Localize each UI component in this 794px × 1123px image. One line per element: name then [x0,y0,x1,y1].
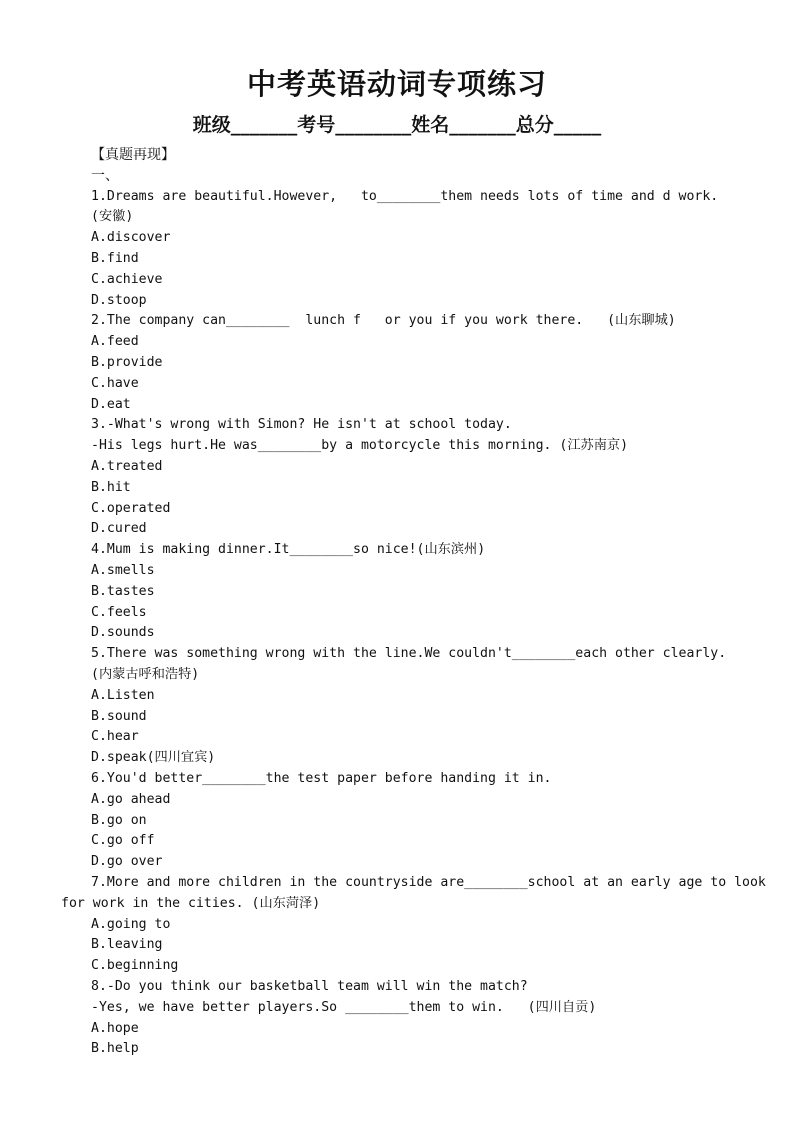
question-line: 5.There was something wrong with the line.We couldn't________each other clearly. [91,646,727,661]
question-line: -Yes, we have better players.So ________them to win. (四川自贡) [91,1000,597,1015]
question-line: -His legs hurt.He was________by a motorcycle this morning. (江苏南京) [91,438,629,453]
option-line: B.hit [91,480,131,495]
option-line: C.feels [91,605,147,620]
option-line: A.going to [91,917,171,932]
part-label: 一、 [91,168,119,184]
option-line: A.discover [91,230,171,245]
option-line: B.find [91,251,139,266]
option-line: D.go over [91,854,163,869]
option-line: C.achieve [91,272,163,287]
option-line: B.help [91,1041,139,1056]
question-line: 8.-Do you think our basketball team will win the match? [91,979,528,994]
option-line: C.have [91,376,139,391]
question-line: 2.The company can________ lunch f or you if you work there. (山东聊城) [91,313,676,328]
option-line: A.feed [91,334,139,349]
option-line: B.sound [91,709,147,724]
option-line: A.treated [91,459,163,474]
option-line: B.tastes [91,584,155,599]
question-line: 3.-What's wrong with Simon? He isn't at school today. [91,417,512,432]
question-line: 1.Dreams are beautiful.However, to________them needs lots of time and d work. [91,189,719,204]
option-line: C.hear [91,729,139,744]
option-line: A.hope [91,1021,139,1036]
option-line: C.go off [91,833,155,848]
option-line: A.go ahead [91,792,171,807]
question-source: (安徽) [91,209,134,224]
option-line: D.sounds [91,625,155,640]
option-line: D.cured [91,521,147,536]
question-line: 6.You'd better________the test paper before handing it in. [91,771,552,786]
option-line: C.operated [91,501,171,516]
option-line: A.smells [91,563,155,578]
option-line: D.speak(四川宜宾) [91,750,216,765]
option-line: C.beginning [91,958,179,973]
page-title: 中考英语动词专项练习 [246,67,547,101]
option-line: B.leaving [91,937,163,952]
option-line: D.eat [91,397,131,412]
question-source: (内蒙古呼和浩特) [91,667,200,682]
section-heading: 【真题再现】 [91,147,175,163]
question-line: for work in the cities. (山东菏泽) [61,896,321,911]
option-line: B.provide [91,355,163,370]
option-line: D.stoop [91,293,147,308]
student-info-fields: 班级_______考号________姓名_______总分_____ [192,114,602,136]
option-line: A.Listen [91,688,155,703]
question-line: 7.More and more children in the countryside are________school at an early age to look [91,875,766,890]
option-line: B.go on [91,813,147,828]
question-line: 4.Mum is making dinner.It________so nice!(山东滨州) [91,542,486,557]
